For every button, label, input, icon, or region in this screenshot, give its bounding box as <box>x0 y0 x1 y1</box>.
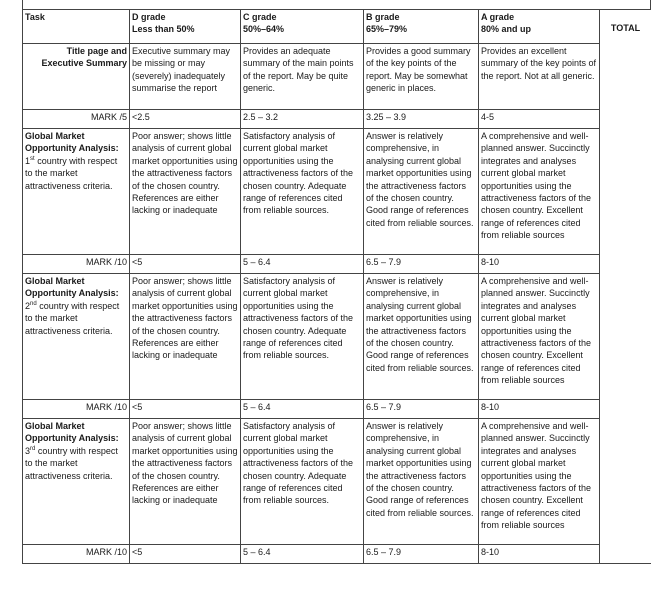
descriptor-a: A comprehensive and well-planned answer. Succinctly integrates and analyses current global market opportunities using the attractiveness factors of the chosen country. Excellent range of references cited from reliable sources <box>479 419 600 545</box>
criterion-number: 2 <box>25 300 31 311</box>
mark-label: MARK /10 <box>23 400 130 419</box>
mark-range-b: 6.5 – 7.9 <box>364 255 479 274</box>
descriptor-b: Answer is relatively comprehensive, in analysing current global market opportunities using the attractiveness factors of the chosen country. Good range of references cited from reliable sources. <box>364 419 479 545</box>
descriptor-b: Answer is relatively comprehensive, in analysing current global market opportunities using the attractiveness factors of the chosen country. Good range of references cited from reliable sources. <box>364 274 479 400</box>
header-grade-d <box>130 10 241 44</box>
header-row <box>23 10 651 44</box>
grade-name: A grade <box>481 12 515 22</box>
header-total: TOTAL <box>600 10 651 564</box>
header-grade-b <box>364 10 479 44</box>
mark-range-c: 5 – 6.4 <box>241 400 364 419</box>
criterion-row <box>23 419 651 545</box>
descriptor-b: Provides a good summary of the key points of the report. May be somewhat generic in places. <box>364 44 479 110</box>
descriptor-c: Satisfactory analysis of current global market opportunities using the attractiveness factors of the chosen country. Adequate range of references cited from reliable sources. <box>241 274 364 400</box>
descriptor-d: Executive summary may be missing or may (severely) inadequately summarise the report <box>130 44 241 110</box>
descriptor-a: Provides an excellent summary of the key points of the report. Not at all generic. <box>479 44 600 110</box>
grade-range: 80% and up <box>481 24 532 35</box>
criterion-row <box>23 129 651 255</box>
mark-range-d: <2.5 <box>130 110 241 129</box>
criterion-description: country with respect to the market attractiveness criteria. <box>25 300 120 336</box>
mark-row <box>23 110 651 129</box>
mark-range-c: 5 – 6.4 <box>241 255 364 274</box>
criterion-description: country with respect to the market attractiveness criteria. <box>25 155 118 191</box>
mark-range-a: 8-10 <box>479 255 600 274</box>
criterion-description: country with respect to the market attractiveness criteria. <box>25 445 118 481</box>
mark-range-a: 8-10 <box>479 400 600 419</box>
criterion-ordinal: nd <box>30 300 37 307</box>
grade-name: D grade <box>132 12 166 22</box>
descriptor-d: Poor answer; shows little analysis of current global market opportunities using the attractiveness factors of the chosen country. References are either lacking or inadequate <box>130 129 241 255</box>
mark-range-d: <5 <box>130 545 241 564</box>
criterion-country-1 <box>23 129 130 255</box>
descriptor-c: Satisfactory analysis of current global market opportunities using the attractiveness factors of the chosen country. Adequate range of references cited from reliable sources. <box>241 129 364 255</box>
mark-range-b: 3.25 – 3.9 <box>364 110 479 129</box>
criterion-row <box>23 44 651 110</box>
grade-range: 50%–64% <box>243 24 285 35</box>
descriptor-c: Satisfactory analysis of current global market opportunities using the attractiveness factors of the chosen country. Adequate range of references cited from reliable sources. <box>241 419 364 545</box>
criterion-number: 1 <box>25 155 31 166</box>
grade-name: C grade <box>243 12 277 22</box>
mark-range-d: <5 <box>130 255 241 274</box>
mark-label: MARK /10 <box>23 545 130 564</box>
criterion-title: Global Market Opportunity Analysis: <box>25 276 119 299</box>
mark-label: MARK /5 <box>23 110 130 129</box>
descriptor-b: Answer is relatively comprehensive, in analysing current global market opportunities using the attractiveness factors of the chosen country. Good range of references cited from reliable sources. <box>364 129 479 255</box>
descriptor-d: Poor answer; shows little analysis of current global market opportunities using the attractiveness factors of the chosen country. References are either lacking or inadequate <box>130 274 241 400</box>
grade-range: 65%–79% <box>366 24 408 35</box>
mark-range-b: 6.5 – 7.9 <box>364 400 479 419</box>
criterion-number: 3 <box>25 445 31 456</box>
table-top-left-rule <box>22 0 23 9</box>
mark-row <box>23 255 651 274</box>
mark-range-a: 4-5 <box>479 110 600 129</box>
header-task: Task <box>23 10 130 44</box>
criterion-ordinal: st <box>30 155 35 162</box>
mark-range-a: 8-10 <box>479 545 600 564</box>
mark-range-c: 2.5 – 3.2 <box>241 110 364 129</box>
mark-range-d: <5 <box>130 400 241 419</box>
descriptor-a: A comprehensive and well-planned answer. Succinctly integrates and analyses current global market opportunities using the attractiveness factors of the chosen country. Excellent range of references cited from reliable sources <box>479 129 600 255</box>
marking-rubric-table <box>22 9 651 564</box>
criterion-country-2 <box>23 274 130 400</box>
header-grade-a <box>479 10 600 44</box>
grade-name: B grade <box>366 12 400 22</box>
mark-row <box>23 545 651 564</box>
mark-range-c: 5 – 6.4 <box>241 545 364 564</box>
descriptor-a: A comprehensive and well-planned answer. Succinctly integrates and analyses current global market opportunities using the attractiveness factors of the chosen country. Excellent range of references cited from reliable sources <box>479 274 600 400</box>
criterion-row <box>23 274 651 400</box>
descriptor-d: Poor answer; shows little analysis of current global market opportunities using the attractiveness factors of the chosen country. References are either lacking or inadequate <box>130 419 241 545</box>
grade-range: Less than 50% <box>132 24 195 35</box>
criterion-country-3 <box>23 419 130 545</box>
mark-row <box>23 400 651 419</box>
criterion-title: Global Market Opportunity Analysis: <box>25 131 119 154</box>
mark-label: MARK /10 <box>23 255 130 274</box>
criterion-ordinal: rd <box>30 445 36 452</box>
criterion-title: Global Market Opportunity Analysis: <box>25 421 119 444</box>
mark-range-b: 6.5 – 7.9 <box>364 545 479 564</box>
descriptor-c: Provides an adequate summary of the main points of the report. May be quite generic. <box>241 44 364 110</box>
header-grade-c <box>241 10 364 44</box>
criterion-title-page: Title page and Executive Summary <box>23 44 130 110</box>
